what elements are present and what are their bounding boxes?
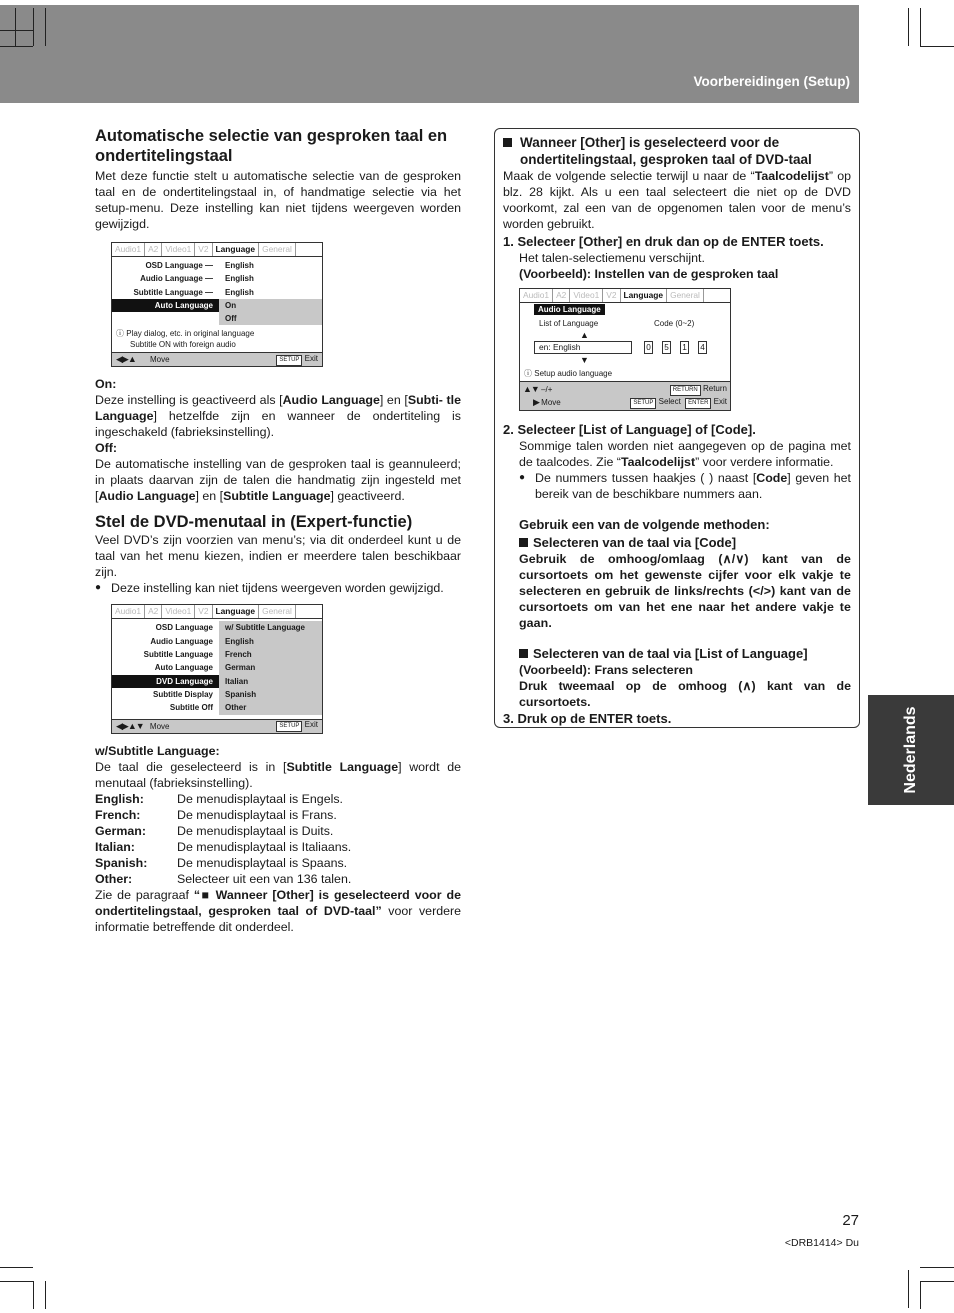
list-item: German: De menudisplaytaal is Duits.: [95, 823, 334, 838]
enter-button-icon: ENTER: [685, 398, 711, 409]
osd-value: English: [225, 274, 254, 284]
code-digit-box[interactable]: 4: [698, 341, 707, 354]
osd-screen-dvd-language: [111, 604, 323, 733]
crop-mark: [0, 1267, 33, 1268]
setup-button-icon: SETUP: [630, 398, 656, 409]
osd-label-selected: Auto Language: [112, 299, 219, 312]
list-item: Spanish: De menudisplaytaal is Spaans.: [95, 855, 348, 870]
heading-auto-language: Automatische selectie van gesproken taal en ondertitelingstaal: [95, 127, 448, 165]
list-item: French: De menudisplaytaal is Frans.: [95, 807, 337, 822]
crop-mark: [920, 46, 954, 47]
setup-button-icon: SETUP: [276, 355, 302, 366]
methods-heading: Gebruik een van de volgende methoden:: [519, 517, 770, 532]
step-2-text: Sommige talen worden niet aangegeven op de pagina met de taalcodes. Zie “Taalcodelijst” voor verdere informatie.: [519, 439, 851, 469]
crop-mark: [15, 8, 16, 46]
osd-value: French: [225, 650, 252, 660]
method-2-title: Selecteren van de taal via [List of Language]: [503, 646, 851, 662]
osd-label-selected: DVD Language: [112, 675, 219, 688]
up-down-arrows-icon: ▲▼: [523, 384, 539, 394]
osd-minus-plus: –/+: [541, 385, 553, 394]
osd-label: Subtitle Display: [152, 689, 213, 699]
osd-info: Setup audio language: [534, 369, 613, 378]
cursor-arrows-icon: ◀▶▲: [116, 354, 136, 365]
side-tab-label: Nederlands: [902, 706, 919, 794]
osd-tab: Audio1: [112, 605, 145, 618]
osd-label: OSD Language: [155, 623, 213, 633]
right-arrow-icon: ▶: [533, 397, 539, 407]
crop-mark: [920, 1281, 954, 1282]
osd-tab-active: Language: [213, 243, 260, 256]
info-icon: ⓘ: [524, 369, 532, 378]
osd-tab: Video1: [570, 289, 603, 302]
right-intro: Maak de volgende selectie terwijl u naar de “Taalcodelijst” op blz. 28 kijkt. Als u een taal selecteert die niet op de DVD voorkomt, zal een van de opgenomen talen voor de menu’s worden gebruikt.: [503, 169, 851, 231]
square-bullet-icon: [519, 649, 528, 658]
osd-tab-active: Language: [213, 605, 260, 618]
osd-tab: V2: [195, 243, 212, 256]
square-bullet-icon: [503, 138, 512, 147]
osd-tab: General: [259, 243, 296, 256]
osd-label: Auto Language: [154, 663, 213, 673]
list-item: English: De menudisplaytaal is Engels.: [95, 791, 343, 806]
osd-tab: A2: [145, 243, 162, 256]
osd-tab-active: Language: [621, 289, 668, 302]
setup-button-icon: SETUP: [276, 721, 302, 732]
intro-paragraph: Met deze functie stelt u automatische selectie van de gesproken taal en de ondertitelingstaal in, of handmatige selectie via het setup-menu. Deze instelling kan niet tijdens weergeven worden gewijzigd.: [95, 169, 461, 231]
language-list: [95, 791, 461, 887]
bullet-note: ● Deze instelling kan niet tijdens weergeven worden gewijzigd.: [95, 580, 461, 596]
osd-select: Select: [658, 397, 681, 406]
dvd-menu-paragraph: Veel DVD’s zijn voorzien van menu’s; via dit onderdeel kunt u de taal van het menu kiezen, indien er meerdere talen beschikbaar zijn.: [95, 533, 461, 580]
crop-mark: [908, 8, 909, 46]
crop-mark: [920, 8, 921, 46]
square-bullet-icon: [519, 538, 528, 547]
osd-value: English: [225, 287, 254, 297]
osd-value: Spanish: [225, 689, 257, 699]
off-text: De automatische instelling van de gesproken taal is geannuleerd; in plaats daarvan zijn de talen die handmatig zijn ingesteld met [Audio Language] en [Subtitle Language] geactiveerd.: [95, 457, 461, 504]
osd-tab: General: [259, 605, 296, 618]
method-1-text: Gebruik de omhoog/omlaag (∧/∨) kant van de cursortoets om het gewenste cijfer voor elk vakje te selecteren en gebruik de links/rechts (</>) kant van de cursortoets om van het ene naar het andere vakje te gaan.: [519, 552, 851, 630]
heading-dvd-menu-language: Stel de DVD-menutaal in (Expert-functie): [95, 513, 413, 532]
osd-label: Subtitle Language: [143, 650, 213, 660]
crop-mark: [920, 1281, 921, 1309]
on-title: On:: [95, 377, 117, 392]
right-heading: Wanneer [Other] is geselecteerd voor de ondertitelingstaal, gesproken taal of DVD-taal: [520, 135, 812, 167]
osd-info-2: Subtitle ON with foreign audio: [130, 340, 236, 350]
crop-mark: [0, 46, 33, 47]
list-of-language-label: List of Language: [539, 319, 599, 328]
right-box: [494, 128, 860, 728]
osd-exit: Exit: [304, 720, 318, 730]
crop-mark: [33, 1281, 34, 1309]
step-3: 3. Druk op de ENTER toets.: [503, 711, 672, 726]
crop-mark: [0, 30, 33, 31]
crop-mark: [45, 1281, 46, 1309]
crop-mark: [920, 1267, 954, 1268]
osd-tabs: [520, 289, 730, 303]
osd-move: Move: [541, 398, 561, 407]
osd-value-off: Off: [219, 312, 322, 325]
info-icon: ⓘ: [116, 329, 124, 339]
code-label: Code (0~2): [654, 319, 695, 328]
osd-value: English: [225, 636, 254, 646]
code-digit-box[interactable]: 1: [680, 341, 689, 354]
osd-screen-audio-language: [519, 288, 731, 411]
osd-label: Subtitle Language —: [133, 287, 213, 297]
language-field[interactable]: en: English: [534, 341, 632, 354]
osd-label: Subtitle Off: [169, 703, 213, 713]
osd-tab: V2: [195, 605, 212, 618]
wsub-title: w/Subtitle Language:: [95, 743, 220, 758]
osd-tab: A2: [553, 289, 570, 302]
osd-tab: Audio1: [520, 289, 553, 302]
step-1: 1. Selecteer [Other] en druk dan op de ENTER toets.: [503, 234, 824, 249]
osd-title: Audio Language: [534, 304, 605, 315]
osd-exit: Exit: [304, 353, 318, 363]
osd-label: Audio Language: [150, 636, 213, 646]
reference-text: Zie de paragraaf “■ Wanneer [Other] is geselecteerd voor de ondertitelingstaal, gesproken taal of DVD-taal” voor verdere informatie betreffende dit onderdeel.: [95, 887, 461, 934]
osd-info-1: Play dialog, etc. in original language: [126, 329, 255, 339]
down-arrow-icon: ▼: [580, 355, 589, 365]
code-digit-box[interactable]: 0: [644, 341, 653, 354]
osd-value-on: On: [219, 299, 322, 312]
language-side-tab: [868, 695, 954, 805]
list-item: Italian: De menudisplaytaal is Italiaans.: [95, 839, 352, 854]
page-number: 27: [842, 1212, 859, 1229]
wsub-text: De taal die geselecteerd is in [Subtitle Language] wordt de menutaal (fabrieksinstelling).: [95, 759, 461, 790]
method-2-text: Druk tweemaal op de omhoog (∧) kant van de cursortoets.: [519, 679, 851, 709]
osd-value: English: [225, 261, 254, 270]
method-1-title: Selecteren van de taal via [Code]: [503, 535, 851, 551]
osd-value: Other: [225, 703, 247, 713]
osd-tab: Video1: [162, 243, 195, 256]
section-label: Voorbereidingen (Setup): [693, 74, 850, 89]
osd-move: Move: [149, 721, 170, 731]
osd-return: Return: [702, 384, 727, 393]
osd-tab: General: [667, 289, 704, 302]
osd-screen-auto-language: [111, 242, 323, 367]
osd-tab: Audio1: [112, 243, 145, 256]
osd-label: OSD Language —: [145, 261, 213, 270]
code-digit-box[interactable]: 5: [662, 341, 671, 354]
off-title: Off:: [95, 441, 118, 456]
osd-tab: A2: [145, 605, 162, 618]
crop-mark: [45, 8, 46, 46]
step-1-example: (Voorbeeld): Instellen van de gesproken taal: [519, 267, 779, 281]
osd-tabs: [112, 243, 322, 257]
osd-move: Move: [150, 355, 170, 365]
crop-mark: [908, 1270, 909, 1308]
return-button-icon: RETURN: [670, 385, 701, 396]
osd-exit: Exit: [713, 397, 727, 406]
step-2: 2. Selecteer [List of Language] of [Code].: [503, 422, 756, 437]
left-column: [95, 126, 461, 935]
step-2-bullet: ● De nummers tussen haakjes ( ) naast [Code] geven het bereik van de beschikbare nummers aan.: [519, 470, 851, 502]
osd-tab: V2: [603, 289, 620, 302]
osd-value: Italian: [225, 676, 249, 686]
crop-mark: [0, 1281, 33, 1282]
up-arrow-icon: ▲: [580, 330, 589, 340]
method-2-example: (Voorbeeld): Frans selecteren: [519, 663, 693, 677]
osd-tabs: [112, 605, 322, 619]
osd-tab: Video1: [162, 605, 195, 618]
step-1-sub: Het talen-selectiemenu verschijnt.: [519, 251, 705, 265]
osd-value: German: [225, 663, 256, 673]
list-item: Other: Selecteer uit een van 136 talen.: [95, 871, 352, 886]
osd-label: Audio Language —: [140, 274, 213, 284]
osd-value: w/ Subtitle Language: [225, 623, 306, 633]
cursor-arrows-icon: ◀▶▲▼: [116, 720, 144, 731]
crop-mark: [33, 8, 34, 46]
document-code: <DRB1414> Du: [784, 1237, 859, 1249]
on-text: Deze instelling is geactiveerd als [Audio Language] en [Subti- tle Language] hetzelfde zijn en wanneer de ondertiteling is ingeschakeld (fabrieksinstelling).: [95, 393, 462, 440]
